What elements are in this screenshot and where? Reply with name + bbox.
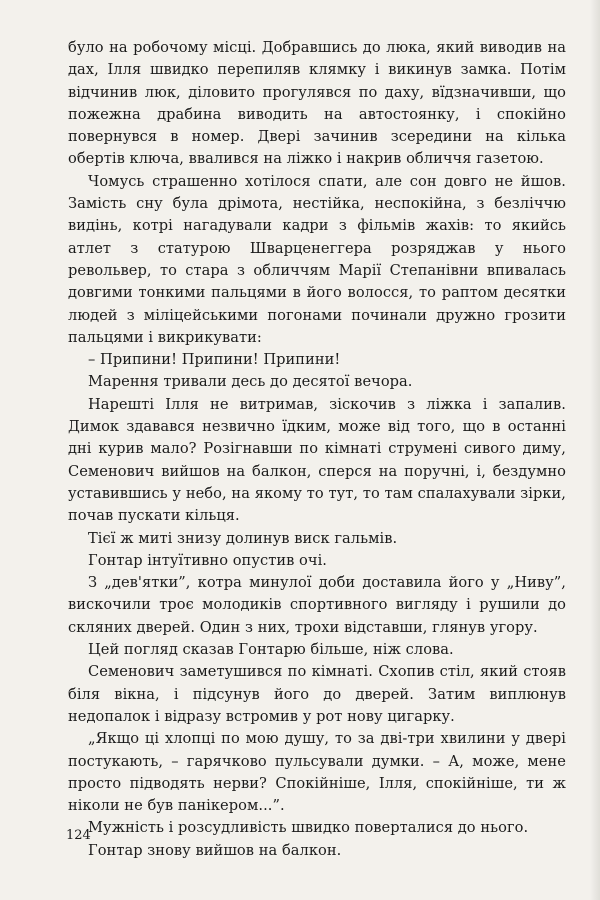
paragraph: „Якщо ці хлопці по мою душу, то за дві-три хвилини у двері постукають, – гарячково пульсували думки. – А, може, мене просто підводять нерви? Спокійніше, Ілля, спокійніше, ти ж ніколи не був панікером...”. [68,730,566,815]
dialogue-line: – Припини! Припини! Припини! [88,351,341,369]
paragraph: Гонтар знову вийшов на балкон. [88,841,342,859]
paragraph: Мужність і розсудливість швидко поверталися до нього. [88,819,529,837]
paragraph: З „дев'ятки”, котра минулої доби доставила його у „Ниву”, вискочили троє молодиків спортивного вигляду і рушили до скляних дверей. Один з них, трохи відставши, глянув угору. [68,574,566,636]
paragraph: Семенович заметушився по кімнаті. Схопив стіл, який стояв біля вікна, і підсунув його до дверей. Затим виплюнув недопалок і відразу встромив у рот нову цигарку. [68,663,566,725]
paragraph-continued: було на робочому місці. Добравшись до люка, який виводив на дах, Ілля швидко перепиляв клямку і викинув замка. Потім відчинив люк, діловито прогулявся по даху, вїдзначивши, що пожежна драбина виводить на автостоянку, і спокійно повернувся в номер. Двері зачинив зсередини на кілька обертів ключа, ввалився на ліжко і накрив обличчя газетою. [68,39,566,168]
paragraph: Цей погляд сказав Гонтарю більше, ніж слова. [88,641,454,659]
paragraph: Гонтар інтуїтивно опустив очі. [88,551,327,569]
paragraph: Нарешті Ілля не витримав, зіскочив з ліжка і запалив. Димок здавався незвично їдким, може від того, що в останні дні курив мало? Розігнавши по кімнаті струмені сивого диму, Семенович вийшов на балкон, сперся на поручні, і, бездумно уставившись у небо, на якому то тут, то там спалахували зірки, почав пускати кільця. [68,395,566,525]
paragraph: Марення тривали десь до десятої вечора. [88,373,413,391]
paragraph: Тієї ж миті знизу долинув виск гальмів. [88,529,398,547]
paragraph: Чомусь страшенно хотілося спати, але сон довго не йшов. Замість сну була дрімота, нестійка, неспокійна, з безліччю видінь, котрі нагадували кадри з фільмів жахів: то якийсь атлет з статурою Шварценеггера розряджав у нього револьвер, то стара з обличчям Марії Степанівни впивалась довгими тонкими пальцями в його волосся, то раптом десятки людей з міліцейськими погонами починали дружно грозити пальцями і викрикувати: [68,172,566,346]
page-number: 124 [66,828,91,843]
page-body-text [68,37,566,862]
